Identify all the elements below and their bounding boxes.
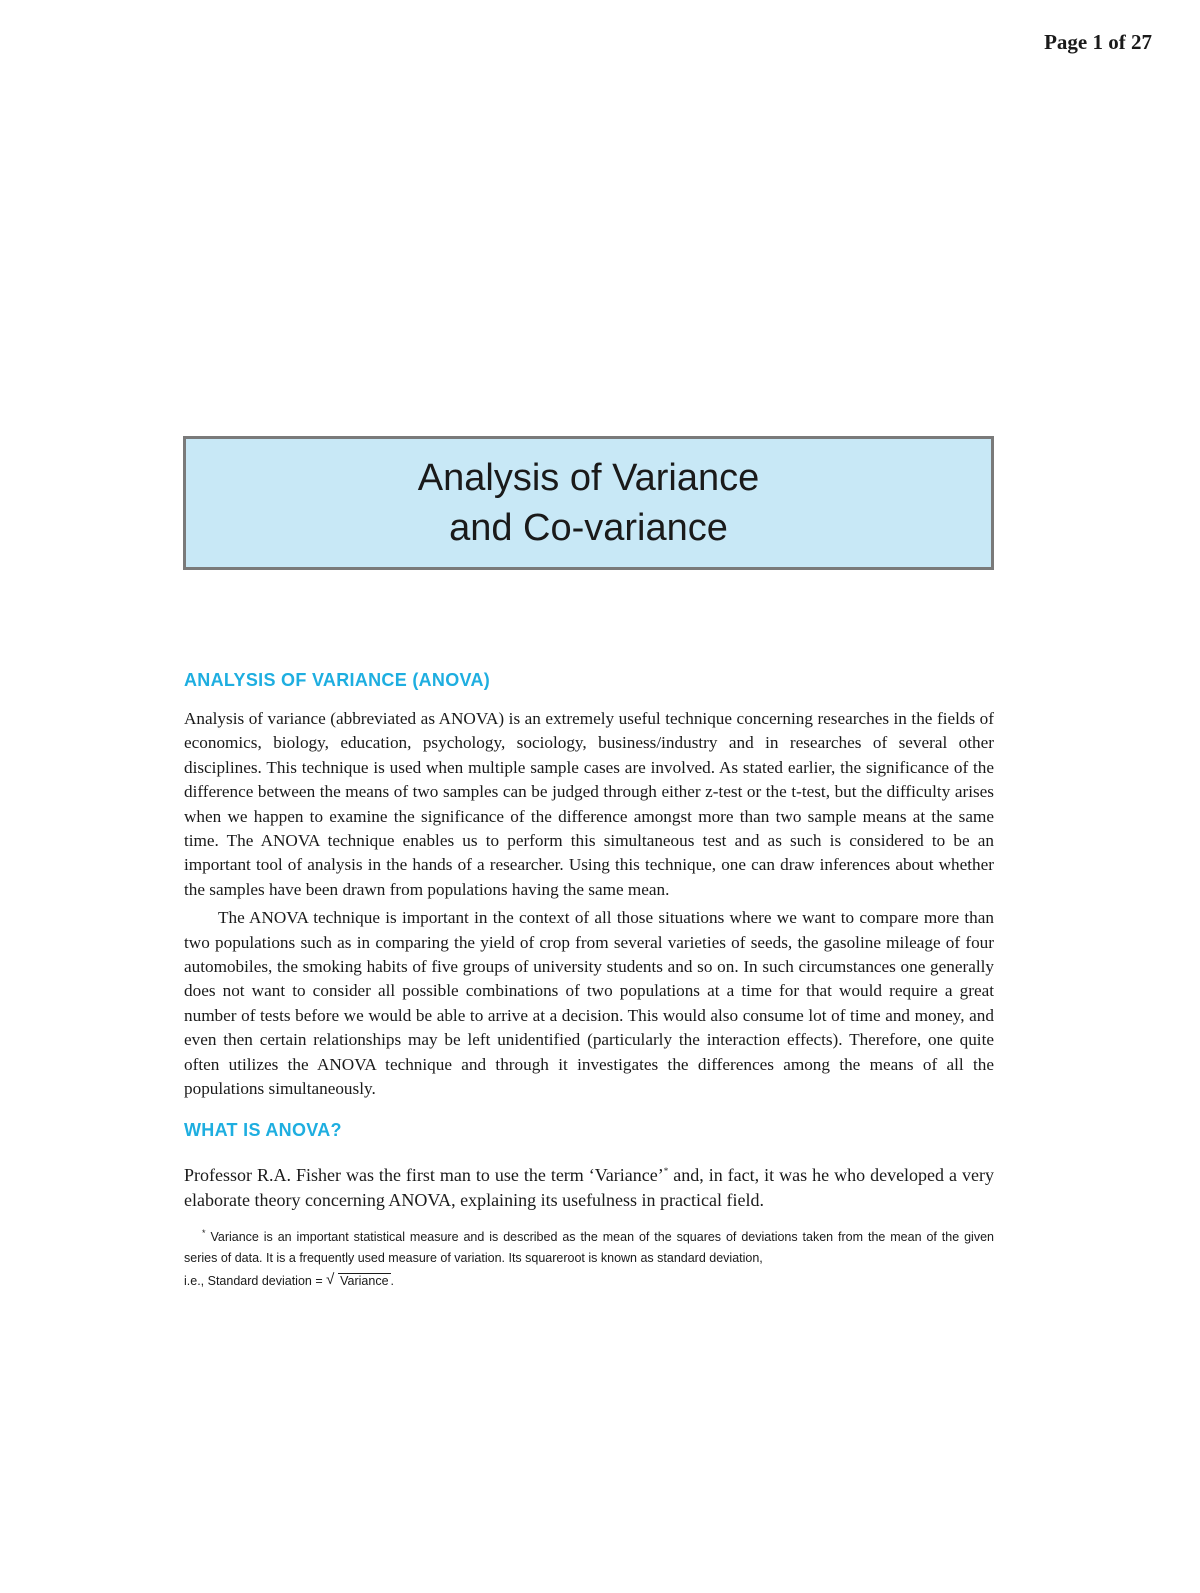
section-heading-what-is-anova: WHAT IS ANOVA? xyxy=(184,1119,342,1140)
formula-prefix: i.e., Standard deviation = xyxy=(184,1273,327,1288)
square-root-sign: √ xyxy=(326,1270,335,1288)
main-content xyxy=(184,670,994,1292)
footnote-formula xyxy=(184,1271,994,1292)
chapter-title-line-1: Analysis of Variance xyxy=(417,457,760,499)
formula-suffix: . xyxy=(390,1273,395,1288)
page-number: Page 1 of 27 xyxy=(1044,30,1152,54)
footnote-marker: * xyxy=(202,1227,206,1238)
paragraph-fisher xyxy=(184,1159,994,1213)
chapter-title-line-2: and Co-variance xyxy=(449,507,728,549)
chapter-title-box xyxy=(183,436,994,570)
section-heading-anova: ANALYSIS OF VARIANCE (ANOVA) xyxy=(184,670,491,690)
paragraph-anova-context: The ANOVA technique is important in the context of all those situations where we want to compare more than two populations such as in comparing the yield of crop from several varieties of seeds, the gasoline mileage of four automobiles, the smoking habits of five groups of university students and so on. In such circumstances one generally does not want to consider all possible combinations of two populations at a time for that would require a great number of tests before we would be able to arrive at a decision. This would also consume lot of time and money, and even then certain relationships may be left unidentified (particularly the interaction effects). Therefore, one quite often utilizes the ANOVA technique and through it investigates the differences among the means of all the populations simultaneously. xyxy=(184,908,994,1099)
fisher-text-after: and, in fact, it was he who developed a very elaborate theory concerning ANOVA, explaining its usefulness in practical field. xyxy=(184,1164,994,1210)
footnote xyxy=(184,1223,994,1292)
footnote-text: Variance is an important statistical measure and is described as the mean of the squares of deviations taken from the mean of the given series of data. It is a frequently used measure of variation. Its squareroot is known as standard deviation, xyxy=(184,1229,994,1265)
square-root-radicand: Variance xyxy=(340,1273,389,1288)
fisher-text-before: Professor R.A. Fisher was the first man to use the term ‘Variance’ xyxy=(184,1164,664,1185)
paragraph-anova-intro: Analysis of variance (abbreviated as ANOVA) is an extremely useful technique concerning researches in the fields of economics, biology, education, psychology, sociology, business/industry and in researches of several other disciplines. This technique is used when multiple sample cases are involved. As stated earlier, the significance of the difference between the means of two samples can be judged through either z-test or the t-test, but the difficulty arises when we happen to examine the significance of the difference amongst more than two sample means at the same time. The ANOVA technique enables us to perform this simultaneous test and as such is considered to be an important tool of analysis in the hands of a researcher. Using this technique, one can draw inferences about whether the samples have been drawn from populations having the same mean. xyxy=(184,709,994,899)
footnote-reference-marker: * xyxy=(663,1165,669,1176)
square-root-expression xyxy=(326,1271,390,1292)
